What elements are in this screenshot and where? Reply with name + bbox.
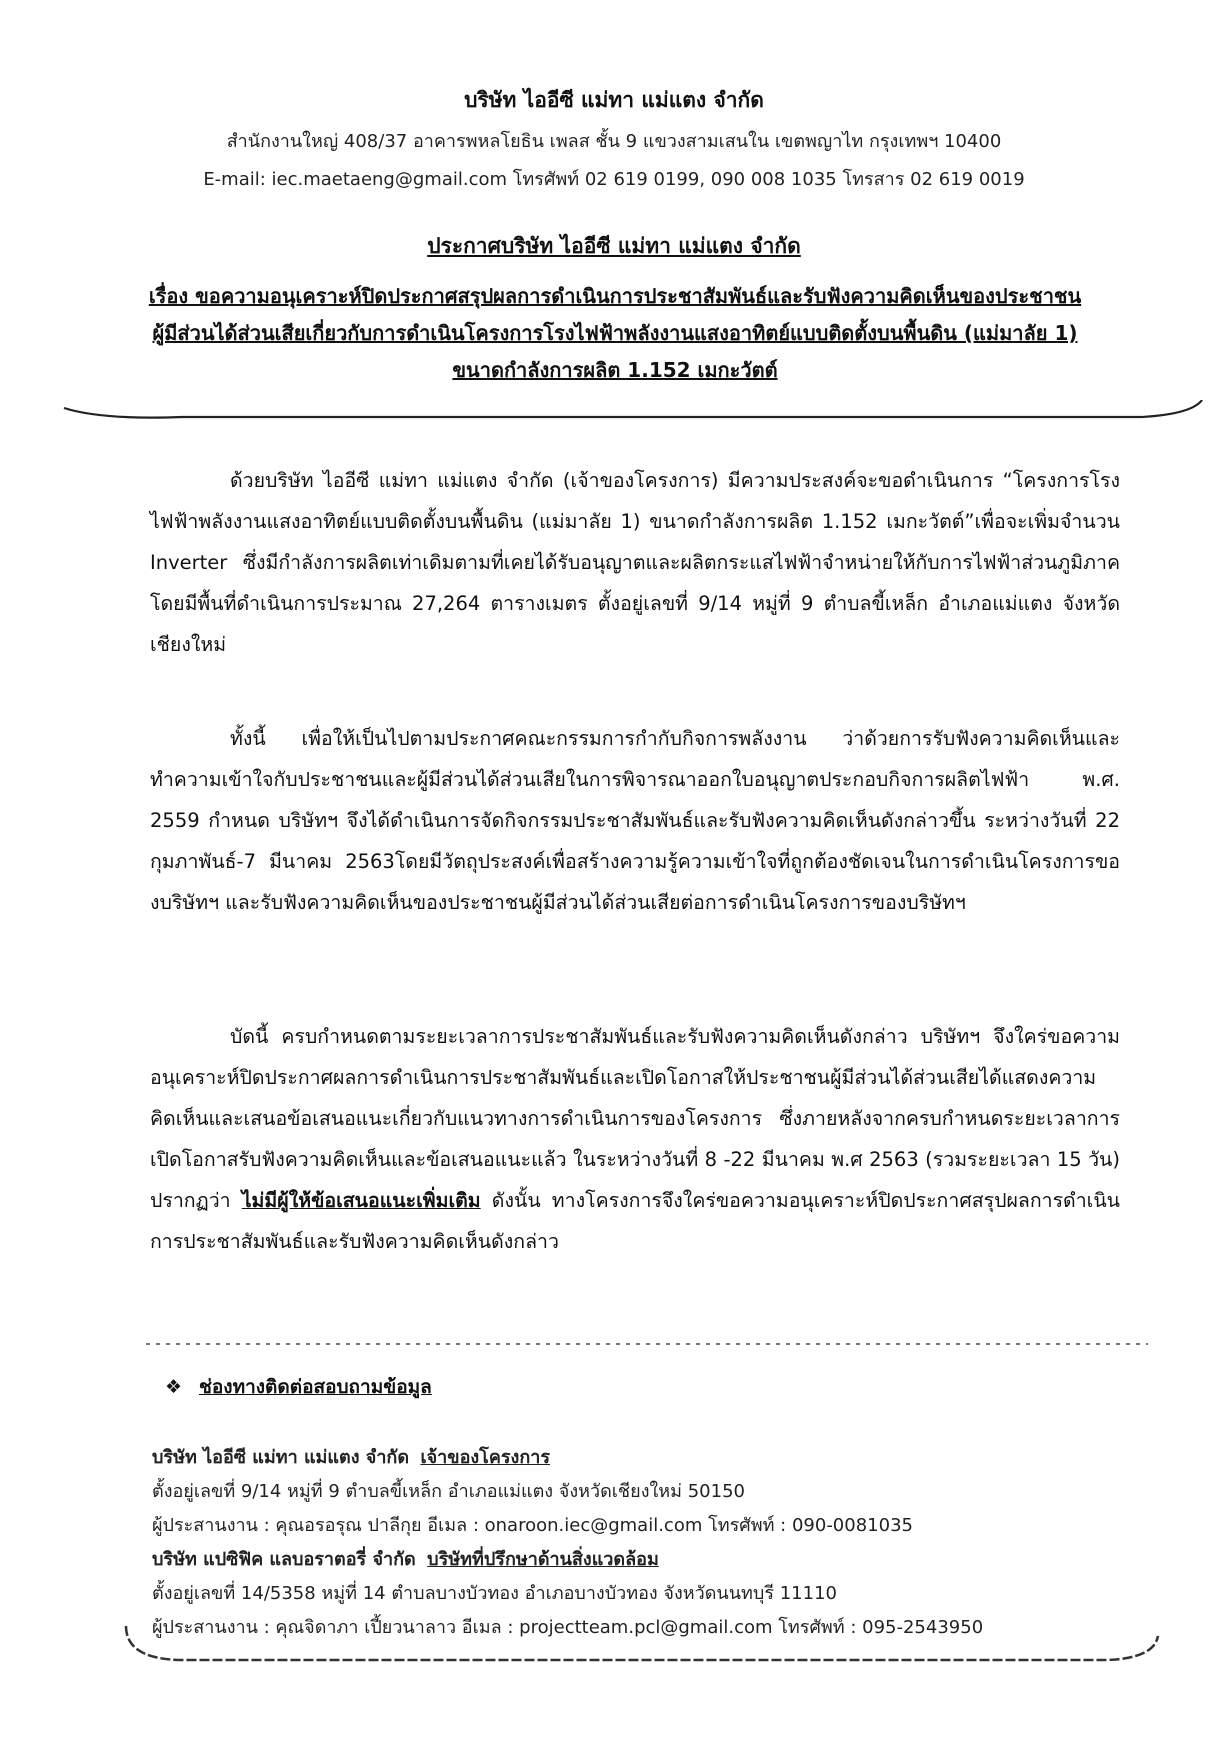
contact-heading-label: ช่องทางติดต่อสอบถามข้อมูล	[199, 1376, 432, 1398]
consultant-role: บริษัทที่ปรึกษาด้านสิ่งแวดล้อม	[427, 1549, 659, 1570]
company-name: บริษัท ไออีซี แม่ทา แม่แตง จำกัด	[464, 88, 764, 112]
subject-line: เรื่อง ขอความอนุเคราะห์ปิดประกาศสรุปผลการดำเนินการประชาสัมพันธ์และรับฟังความคิดเห็นของประชาชน	[148, 284, 1082, 308]
consultant-address: ตั้งอยู่เลขที่ 14/5358 หมู่ที่ 14 ตำบลบางบัวทอง อำเภอบางบัวทอง จังหวัดนนทบุรี 11110	[152, 1583, 837, 1604]
subject-line: ขนาดกำลังการผลิต 1.152 เมกะวัตต์	[452, 358, 778, 382]
header-divider	[62, 400, 1206, 422]
company-address: สำนักงานใหญ่ 408/37 อาคารพหลโยธิน เพลส ชั้น 9 แขวงสามเสนใน เขตพญาไท กรุงเทพฯ 10400	[226, 131, 1002, 152]
consultant-company-name: บริษัท แปซิฟิค แลบอราตอรี่ จำกัด	[152, 1549, 416, 1570]
announcement-subject	[70, 278, 1160, 389]
consultant-company-line	[152, 1544, 659, 1573]
company-contact-info: E-mail: iec.maetaeng@gmail.com โทรศัพท์ 02 619 0199, 090 008 1035 โทรสาร 02 619 0019	[203, 169, 1025, 190]
paragraph-text: ด้วยบริษัท ไออีซี แม่ทา แม่แตง จำกัด (เจ้าของโครงการ) มีความประสงค์จะขอดำเนินการ “โครงการโรงไฟฟ้าพลังงานแสงอาทิตย์แบบติดตั้งบนพื้นดิน (แม่มาลัย 1) ขนาดกำลังการผลิต 1.152 เมกะวัตต์”เพื่อจะเพิ่มจำนวน Inverter ซึ่งมีกำลังการผลิตเท่าเดิมตามที่เคยได้รับอนุญาตและผลิตกระแสไฟฟ้าจำหน่ายให้กับการไฟฟ้าส่วนภูมิภาค โดยมีพื้นที่ดำเนินการประมาณ 27,264 ตารางเมตร ตั้งอยู่เลขที่ 9/14 หมู่ที่ 9 ตำบลขี้เหล็ก อำเภอแม่แตง จังหวัดเชียงใหม่	[150, 469, 1120, 656]
owner-coordinator: ผู้ประสานงาน : คุณอรอรุณ ปาลีกุย อีเมล : onaroon.iec@gmail.com โทรศัพท์ : 090-0081035	[152, 1515, 913, 1536]
owner-company-name: บริษัท ไออีซี แม่ทา แม่แตง จำกัด	[152, 1447, 410, 1468]
diamond-ornament-icon: ❖	[165, 1376, 183, 1398]
subject-line: ผู้มีส่วนได้ส่วนเสียเกี่ยวกับการดำเนินโครงการโรงไฟฟ้าพลังงานแสงอาทิตย์แบบติดตั้งบนพื้นดิน (แม่มาลัย 1)	[152, 321, 1078, 345]
body-paragraph-3	[150, 1016, 1120, 1262]
consultant-coordinator: ผู้ประสานงาน : คุณจิดาภา เปี้ยวนาลาว อีเมล : projectteam.pcl@gmail.com โทรศัพท์ : 095-2543950	[152, 1617, 984, 1638]
paragraph-text: ดังนั้น ทางโครงการจึงใคร่ขอความอนุเคราะห์ปิดประกาศสรุปผลการดำเนินการประชาสัมพันธ์และรับฟังความคิดเห็นดังกล่าว	[150, 1189, 1120, 1253]
owner-address: ตั้งอยู่เลขที่ 9/14 หมู่ที่ 9 ตำบลขี้เหล็ก อำเภอแม่แตง จังหวัดเชียงใหม่ 50150	[152, 1481, 745, 1502]
emphasis-text: ไม่มีผู้ให้ข้อเสนอแนะเพิ่มเติม	[241, 1189, 481, 1212]
paragraph-text: ทั้งนี้ เพื่อให้เป็นไปตามประกาศคณะกรรมการกำกับกิจการพลังงาน ว่าด้วยการรับฟังความคิดเห็นและทำความเข้าใจกับประชาชนและผู้มีส่วนได้ส่วนเสียในการพิจารณาออกใบอนุญาตประกอบกิจการผลิตไฟฟ้า พ.ศ. 2559 กำหนด บริษัทฯ จึงได้ดำเนินการจัดกิจกรรมประชาสัมพันธ์และรับฟังความคิดเห็นดังกล่าวขึ้น ระหว่างวันที่ 22 กุมภาพันธ์-7 มีนาคม 2563โดยมีวัตถุประสงค์เพื่อสร้างความรู้ความเข้าใจที่ถูกต้องชัดเจนในการดำเนินโครงการของบริษัทฯ และรับฟังความคิดเห็นของประชาชนผู้มีส่วนได้ส่วนเสียต่อการดำเนินโครงการของบริษัทฯ	[150, 727, 1120, 914]
body-paragraph-2	[150, 718, 1120, 923]
owner-company-line	[152, 1442, 550, 1471]
contact-heading	[165, 1372, 432, 1402]
owner-role: เจ้าของโครงการ	[420, 1447, 551, 1468]
announcement-title: ประกาศบริษัท ไออีซี แม่ทา แม่แตง จำกัด	[427, 234, 801, 258]
paragraph-text: บัดนี้ ครบกำหนดตามระยะเวลาการประชาสัมพันธ์และรับฟังความคิดเห็นดังกล่าว บริษัทฯ จึงใคร่ขอความอนุเคราะห์ปิดประกาศผลการดำเนินการประชาสัมพันธ์และเปิดโอกาสให้ประชาชนผู้มีส่วนได้ส่วนเสียได้แสดงความคิดเห็นและเสนอข้อเสนอแนะเกี่ยวกับแนวทางการดำเนินการของโครงการ ซึ่งภายหลังจากครบกำหนดระยะเวลาการเปิดโอกาสรับฟังความคิดเห็นและข้อเสนอแนะแล้ว ในระหว่างวันที่ 8 -22 มีนาคม พ.ศ 2563 (รวมระยะเวลา 15 วัน) ปรากฏว่า	[150, 1025, 1120, 1212]
body-paragraph-1	[150, 460, 1120, 665]
